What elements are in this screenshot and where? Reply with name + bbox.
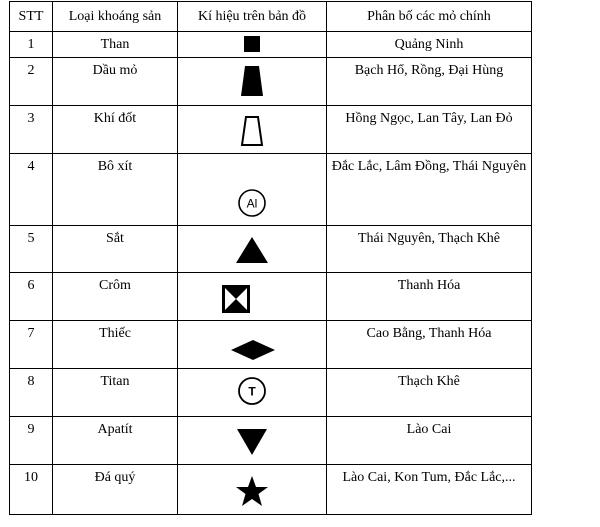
cell-symbol — [178, 58, 327, 106]
filled-diamond-icon — [230, 338, 276, 362]
header-loai: Loại khoáng sản — [53, 2, 178, 32]
cell-stt: 4 — [10, 154, 53, 226]
cell-symbol — [178, 273, 327, 321]
cell-loai: Khí đốt — [53, 106, 178, 154]
cell-stt: 2 — [10, 58, 53, 106]
cell-symbol — [178, 465, 327, 515]
cell-phan-bo: Thanh Hóa — [327, 273, 532, 321]
header-ki-hieu: Kí hiệu trên bản đồ — [178, 2, 327, 32]
table-row — [10, 32, 532, 58]
cell-stt: 3 — [10, 106, 53, 154]
cell-phan-bo: Thái Nguyên, Thạch Khê — [327, 226, 532, 273]
header-row — [10, 2, 532, 32]
table-row — [10, 226, 532, 273]
cell-loai: Đá quý — [53, 465, 178, 515]
cell-stt: 9 — [10, 417, 53, 465]
circle-al-label: Al — [246, 196, 258, 211]
table-row — [10, 273, 532, 321]
cell-phan-bo: Cao Bằng, Thanh Hóa — [327, 321, 532, 369]
cell-symbol — [178, 226, 327, 273]
cell-stt: 10 — [10, 465, 53, 515]
cell-stt: 8 — [10, 369, 53, 417]
table-row — [10, 154, 532, 226]
cell-loai: Crôm — [53, 273, 178, 321]
table-row — [10, 369, 532, 417]
cell-phan-bo: Lào Cai — [327, 417, 532, 465]
cell-symbol — [178, 106, 327, 154]
cell-phan-bo: Bạch Hổ, Rồng, Đại Hùng — [327, 58, 532, 106]
cell-loai: Bô xít — [53, 154, 178, 226]
cell-symbol — [178, 417, 327, 465]
cell-phan-bo: Quảng Ninh — [327, 32, 532, 58]
cell-phan-bo: Lào Cai, Kon Tum, Đắc Lắc,... — [327, 465, 532, 515]
cell-loai: Dầu mỏ — [53, 58, 178, 106]
header-stt: STT — [10, 2, 53, 32]
cell-symbol — [178, 154, 327, 226]
minerals-table — [9, 1, 532, 515]
filled-triangle-down-icon — [236, 428, 268, 456]
table-row — [10, 465, 532, 515]
table-row — [10, 106, 532, 154]
filled-square-icon — [243, 35, 261, 53]
cell-loai: Apatít — [53, 417, 178, 465]
table-row — [10, 58, 532, 106]
filled-trapezoid-icon — [239, 64, 265, 98]
header-phan-bo: Phân bố các mỏ chính — [327, 2, 532, 32]
cell-phan-bo: Hồng Ngọc, Lan Tây, Lan Đỏ — [327, 106, 532, 154]
table-row — [10, 321, 532, 369]
circle-al-icon — [237, 188, 267, 218]
filled-triangle-up-icon — [235, 236, 269, 264]
cell-stt: 5 — [10, 226, 53, 273]
cell-symbol — [178, 321, 327, 369]
cell-loai: Than — [53, 32, 178, 58]
cell-symbol — [178, 369, 327, 417]
cell-loai: Titan — [53, 369, 178, 417]
cell-phan-bo: Đắc Lắc, Lâm Đồng, Thái Nguyên — [327, 154, 532, 226]
circle-t-label: T — [248, 384, 256, 399]
cell-symbol — [178, 32, 327, 58]
table-row — [10, 417, 532, 465]
outline-trapezoid-icon — [239, 114, 265, 148]
circle-t-icon — [237, 376, 267, 406]
cell-loai: Thiếc — [53, 321, 178, 369]
cell-stt: 1 — [10, 32, 53, 58]
cell-stt: 7 — [10, 321, 53, 369]
cell-stt: 6 — [10, 273, 53, 321]
cell-phan-bo: Thạch Khê — [327, 369, 532, 417]
hourglass-square-icon — [222, 285, 250, 313]
cell-loai: Sắt — [53, 226, 178, 273]
star-icon — [235, 475, 269, 507]
